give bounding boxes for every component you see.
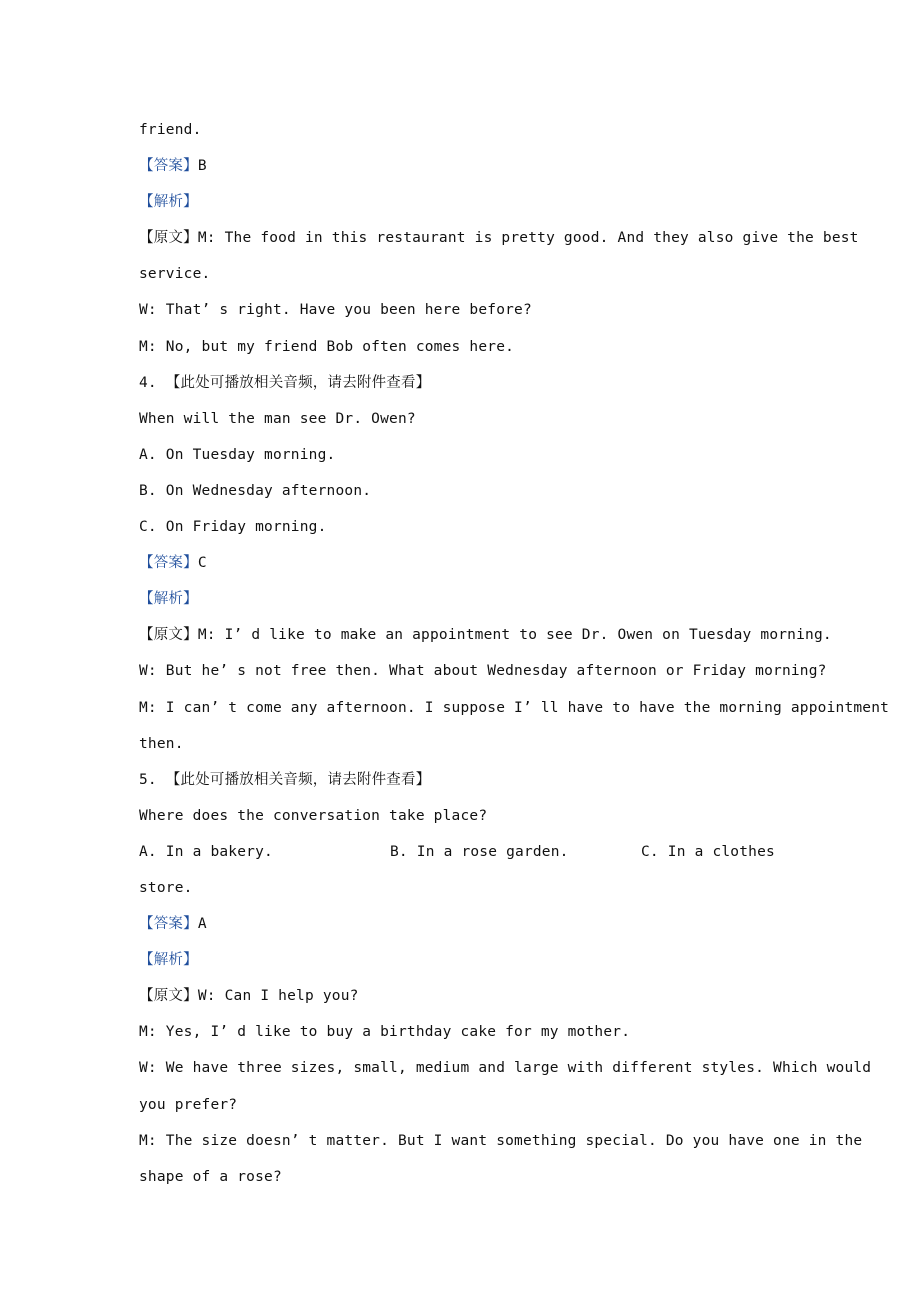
text-line: M: The size doesn’ t matter. But I want something special. Do you have one in the [139, 1132, 863, 1149]
original-tag: 【原文】 [139, 988, 198, 1005]
text-line: you prefer? [139, 1096, 238, 1113]
analysis-tag: 【解析】 [139, 194, 198, 211]
answer-tag: 【答案】 [139, 555, 198, 572]
analysis-tag: 【解析】 [139, 591, 198, 608]
text-line: W: But he’ s not free then. What about Wednesday afternoon or Friday morning? [139, 663, 827, 680]
answer-line [139, 148, 819, 184]
text-line: service. [139, 266, 211, 283]
text-line: M: I can’ t come any afternoon. I suppose I’ ll have to have the morning appointment [139, 699, 890, 716]
question-header: 5. 【此处可播放相关音频，请去附件查看】 [139, 771, 431, 788]
original-line [139, 978, 819, 1014]
option-b: B. In a rose garden. [390, 843, 569, 860]
text-line: shape of a rose? [139, 1168, 282, 1185]
answer-value: A [197, 916, 207, 933]
analysis-line [139, 942, 819, 978]
text-line: M: No, but my friend Bob often comes here. [139, 338, 515, 355]
analysis-tag: 【解析】 [139, 952, 198, 969]
transcript-text: W: Can I help you? [197, 988, 359, 1005]
option-c: C. In a clothes [641, 843, 775, 860]
question-header: 4. 【此处可播放相关音频，请去附件查看】 [139, 374, 431, 391]
transcript-text: M: The food in this restaurant is pretty good. And they also give the best [197, 230, 859, 247]
original-line [139, 617, 832, 653]
answer-tag: 【答案】 [139, 158, 198, 175]
text-line: friend. [139, 122, 202, 138]
text-line: M: Yes, I’ d like to buy a birthday cake for my mother. [139, 1024, 631, 1041]
original-line [139, 220, 859, 256]
original-tag: 【原文】 [139, 230, 198, 247]
question-text: Where does the conversation take place? [139, 807, 488, 824]
analysis-line [139, 581, 819, 617]
options-row [139, 834, 819, 870]
original-tag: 【原文】 [139, 627, 198, 644]
text-line: store. [139, 879, 193, 896]
transcript-text: M: I’ d like to make an appointment to see Dr. Owen on Tuesday morning. [197, 627, 832, 644]
text-line: W: We have three sizes, small, medium and large with different styles. Which would [139, 1060, 872, 1077]
text-line: then. [139, 735, 184, 752]
option-a: A. In a bakery. [139, 843, 273, 860]
document-page [139, 112, 890, 1195]
text-line: W: That’ s right. Have you been here before? [139, 302, 532, 319]
option-c: C. On Friday morning. [139, 519, 327, 536]
answer-value: B [197, 158, 207, 175]
answer-line [139, 545, 819, 581]
answer-value: C [197, 555, 207, 572]
question-text: When will the man see Dr. Owen? [139, 410, 416, 427]
answer-line [139, 906, 819, 942]
analysis-line [139, 184, 819, 220]
option-a: A. On Tuesday morning. [139, 446, 336, 463]
option-b: B. On Wednesday afternoon. [139, 482, 372, 499]
answer-tag: 【答案】 [139, 916, 198, 933]
